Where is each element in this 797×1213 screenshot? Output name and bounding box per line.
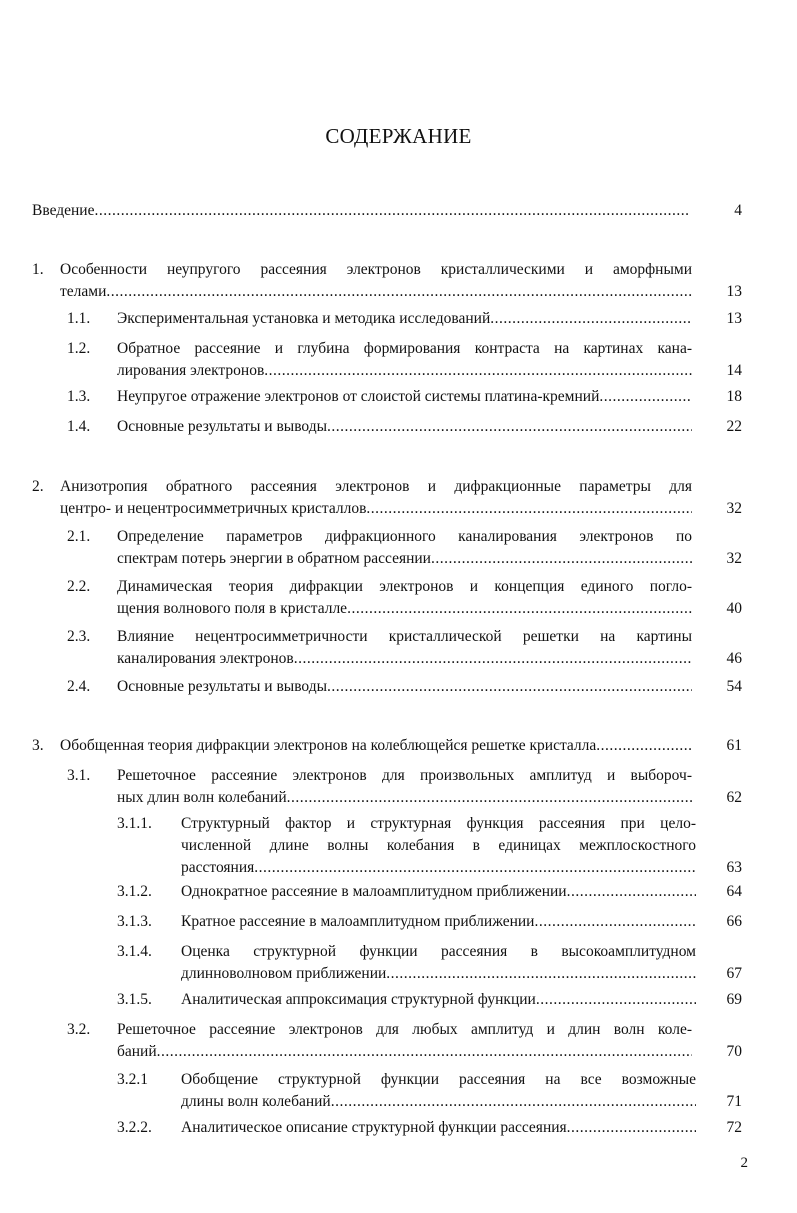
toc-entry-title — [60, 259, 692, 303]
toc-entry-line — [181, 813, 696, 835]
dot-leader — [490, 308, 692, 330]
toc-entry-title — [181, 989, 696, 1011]
toc-entry-page: 64 — [726, 883, 742, 900]
toc-entry-line — [117, 1019, 692, 1041]
toc-entry[interactable] — [0, 989, 797, 1011]
dot-leader — [157, 1041, 692, 1063]
toc-entry[interactable] — [0, 941, 797, 985]
toc-entry[interactable] — [0, 200, 797, 222]
toc-entry-number: 2. — [32, 478, 44, 495]
toc-entry-text: Решеточное рассеяние электронов для любых амплитуд и длин волн коле- — [117, 1021, 692, 1038]
toc-entry-line — [181, 1117, 696, 1139]
toc-entry-line — [181, 1091, 696, 1113]
dot-leader — [347, 598, 692, 620]
toc-entry-text: Анизотропия обратного рассеяния электронов и дифракционные параметры для — [60, 478, 692, 495]
toc-entry-number: 3.1.5. — [117, 991, 152, 1008]
toc-entry-title — [181, 911, 696, 933]
toc-entry-title — [117, 765, 692, 809]
toc-entry-line — [117, 386, 692, 408]
dot-leader — [599, 386, 692, 408]
dot-leader — [264, 360, 692, 382]
toc-entry[interactable] — [0, 676, 797, 698]
toc-entry[interactable] — [0, 813, 797, 879]
toc-entry-number: 3.2. — [67, 1021, 91, 1038]
toc-entry-text: численной длине волны колебания в единицах межплоскостного — [181, 837, 696, 854]
toc-entry-page: 72 — [726, 1119, 742, 1136]
toc-entry-number: 1.1. — [67, 310, 91, 327]
toc-entry-text: спектрам потерь энергии в обратном рассеянии — [117, 550, 431, 567]
toc-entry-line — [117, 598, 692, 620]
toc-entry[interactable] — [0, 765, 797, 809]
toc-entry-line — [117, 1041, 692, 1063]
dot-leader — [327, 416, 692, 438]
toc-entry-text: Влияние нецентросимметричности кристаллической решетки на картины — [117, 628, 692, 645]
dot-leader — [431, 548, 692, 570]
toc-entry[interactable] — [0, 308, 797, 330]
toc-entry-line — [117, 765, 692, 787]
dot-leader — [536, 989, 696, 1011]
toc-entry-number: 3.1.1. — [117, 815, 152, 832]
dot-leader — [106, 281, 692, 303]
toc-entry-text: Решеточное рассеяние электронов для произвольных амплитуд и выбороч- — [117, 767, 692, 784]
toc-entry-title — [117, 1019, 692, 1063]
toc-entry-line — [117, 338, 692, 360]
toc-entry-line — [181, 941, 696, 963]
page-title: СОДЕРЖАНИЕ — [325, 124, 472, 148]
toc-entry-line — [117, 787, 692, 809]
toc-entry-text: Экспериментальная установка и методика исследований — [117, 310, 491, 327]
toc-entry-page: 32 — [726, 550, 742, 567]
toc-entry-title — [181, 813, 696, 879]
toc-entry-text: Кратное рассеяние в малоамплитудном приближении — [181, 913, 535, 930]
toc-entry-title — [117, 338, 692, 382]
toc-entry-number: 3.1. — [67, 767, 91, 784]
toc-entry-line — [117, 548, 692, 570]
toc-entry[interactable] — [0, 626, 797, 670]
toc-entry-number: 3.1.3. — [117, 913, 152, 930]
toc-entry-line — [181, 1069, 696, 1091]
dot-leader — [534, 911, 696, 933]
dot-leader — [366, 498, 692, 520]
toc-entry-text: Обобщение структурной функции рассеяния на все возможные — [181, 1071, 696, 1088]
toc-entry-line — [117, 526, 692, 548]
toc-entry-title — [181, 881, 696, 903]
toc-entry-title — [181, 1069, 696, 1113]
toc-entry[interactable] — [0, 386, 797, 408]
toc-entry-number: 3.2.1 — [117, 1071, 148, 1088]
toc-entry-text: Структурный фактор и структурная функция рассеяния при цело- — [181, 815, 696, 832]
toc-entry[interactable] — [0, 1069, 797, 1113]
dot-leader — [254, 857, 696, 879]
toc-entry-title — [117, 626, 692, 670]
toc-entry-text: Оценка структурной функции рассеяния в высокоамплитудном — [181, 943, 696, 960]
toc-entry-page: 40 — [726, 600, 742, 617]
toc-entry-title — [117, 416, 692, 438]
toc-entry-page: 66 — [726, 913, 742, 930]
toc-entry-page: 70 — [726, 1043, 742, 1060]
toc-entry-text: Аналитическая аппроксимация структурной функции — [181, 991, 536, 1008]
toc-entry-line — [60, 281, 692, 303]
toc-entry-page: 22 — [726, 418, 742, 435]
toc-entry-number: 2.3. — [67, 628, 91, 645]
toc-entry-text: каналирования электронов — [117, 650, 294, 667]
toc-entry-page: 32 — [726, 500, 742, 517]
toc-entry-page: 67 — [726, 965, 742, 982]
dot-leader — [596, 735, 692, 757]
toc-entry-line — [181, 857, 696, 879]
toc-entry-page: 13 — [726, 283, 742, 300]
toc-entry-page: 71 — [726, 1093, 742, 1110]
toc-entry-line — [60, 735, 692, 757]
toc-entry-text: Определение параметров дифракционного каналирования электронов по — [117, 528, 692, 545]
toc-entry-title — [117, 308, 692, 330]
toc-entry-line — [117, 308, 692, 330]
dot-leader — [294, 648, 692, 670]
dot-leader — [287, 787, 692, 809]
toc-entry-text: баний — [117, 1043, 157, 1060]
toc-entry-page: 54 — [726, 678, 742, 695]
toc-entry-text: Основные результаты и выводы — [117, 418, 328, 435]
toc-entry-number: 1.3. — [67, 388, 91, 405]
toc-entry-title — [32, 200, 688, 222]
toc-entry-number: 3.1.4. — [117, 943, 152, 960]
toc-entry-text: ных длин волн колебаний — [117, 789, 287, 806]
toc-entry-page: 69 — [726, 991, 742, 1008]
dot-leader — [567, 1117, 696, 1139]
toc-entry-title — [117, 576, 692, 620]
toc-entry-text: расстояния — [181, 859, 255, 876]
toc-entry-line — [117, 360, 692, 382]
toc-entry[interactable] — [0, 338, 797, 382]
toc-entry-title — [60, 735, 692, 757]
toc-entry-page: 62 — [726, 789, 742, 806]
toc-entry[interactable] — [0, 735, 797, 757]
toc-entry[interactable] — [0, 1019, 797, 1063]
toc-entry-text: лирования электронов — [117, 362, 265, 379]
toc-entry-number: 3.2.2. — [117, 1119, 152, 1136]
toc-entry[interactable] — [0, 476, 797, 520]
toc-entry-number: 3. — [32, 737, 44, 754]
toc-entry-text: щения волнового поля в кристалле — [117, 600, 348, 617]
toc-entry-page: 14 — [726, 362, 742, 379]
toc-entry-line — [181, 835, 696, 857]
toc-entry[interactable] — [0, 416, 797, 438]
toc-entry-text: Основные результаты и выводы — [117, 678, 328, 695]
toc-entry-page: 13 — [726, 310, 742, 327]
toc-entry-line — [117, 648, 692, 670]
toc-entry-text: Однократное рассеяние в малоамплитудном приближении — [181, 883, 567, 900]
toc-entry[interactable] — [0, 259, 797, 303]
toc-entry-text: телами — [60, 283, 107, 300]
toc-entry-line — [117, 626, 692, 648]
toc-entry[interactable] — [0, 911, 797, 933]
toc-entry-number: 2.1. — [67, 528, 91, 545]
dot-leader — [327, 676, 692, 698]
toc-entry-text: Динамическая теория дифракции электронов и концепция единого погло- — [117, 578, 692, 595]
toc-entry-page: 61 — [726, 737, 742, 754]
toc-entry-line — [32, 200, 688, 222]
toc-entry-number: 2.2. — [67, 578, 91, 595]
toc-entry-title — [181, 941, 696, 985]
toc-entry-text: Введение — [32, 202, 95, 219]
toc-entry-line — [181, 989, 696, 1011]
toc-entry-text: Неупругое отражение электронов от слоистой системы платина-кремний — [117, 388, 600, 405]
toc-entry-line — [60, 259, 692, 281]
toc-entry-title — [117, 676, 692, 698]
toc-entry-number: 1.4. — [67, 418, 91, 435]
toc-entry[interactable] — [0, 526, 797, 570]
toc-entry-title — [60, 476, 692, 520]
toc-entry-text: длинноволновом приближении — [181, 965, 387, 982]
toc-entry-line — [181, 911, 696, 933]
toc-entry-line — [60, 476, 692, 498]
toc-entry-number: 1.2. — [67, 340, 91, 357]
toc-entry-title — [117, 386, 692, 408]
toc-entry-number: 2.4. — [67, 678, 91, 695]
toc-entry-line — [117, 576, 692, 598]
toc-entry-line — [117, 416, 692, 438]
toc-entry-number: 1. — [32, 261, 44, 278]
toc-entry[interactable] — [0, 576, 797, 620]
toc-entry-page: 46 — [726, 650, 742, 667]
toc-entry-text: Обратное рассеяние и глубина формирования контраста на картинах кана- — [117, 340, 692, 357]
toc-entry-line — [181, 881, 696, 903]
dot-leader — [386, 963, 696, 985]
toc-entry-page: 18 — [726, 388, 742, 405]
toc-entry-line — [117, 676, 692, 698]
toc-entry-page: 4 — [734, 202, 742, 219]
toc-entry-line — [181, 963, 696, 985]
toc-entry-page: 63 — [726, 859, 742, 876]
dot-leader — [94, 200, 688, 222]
toc-entry-text: Аналитическое описание структурной функции рассеяния — [181, 1119, 567, 1136]
toc-entry-text: центро- и нецентросимметричных кристаллов — [60, 500, 367, 517]
toc-entry[interactable] — [0, 881, 797, 903]
toc-entry-text: Обобщенная теория дифракции электронов на колеблющейся решетке кристалла — [60, 737, 597, 754]
dot-leader — [331, 1091, 696, 1113]
dot-leader — [567, 881, 696, 903]
toc-entry-title — [117, 526, 692, 570]
toc-entry-line — [60, 498, 692, 520]
toc-entry-text: длины волн колебаний — [181, 1093, 331, 1110]
toc-entry[interactable] — [0, 1117, 797, 1139]
toc-entry-text: Особенности неупругого рассеяния электронов кристаллическими и аморфными — [60, 261, 692, 278]
toc-entry-title — [181, 1117, 696, 1139]
page-number: 2 — [740, 1155, 748, 1171]
toc-entry-number: 3.1.2. — [117, 883, 152, 900]
